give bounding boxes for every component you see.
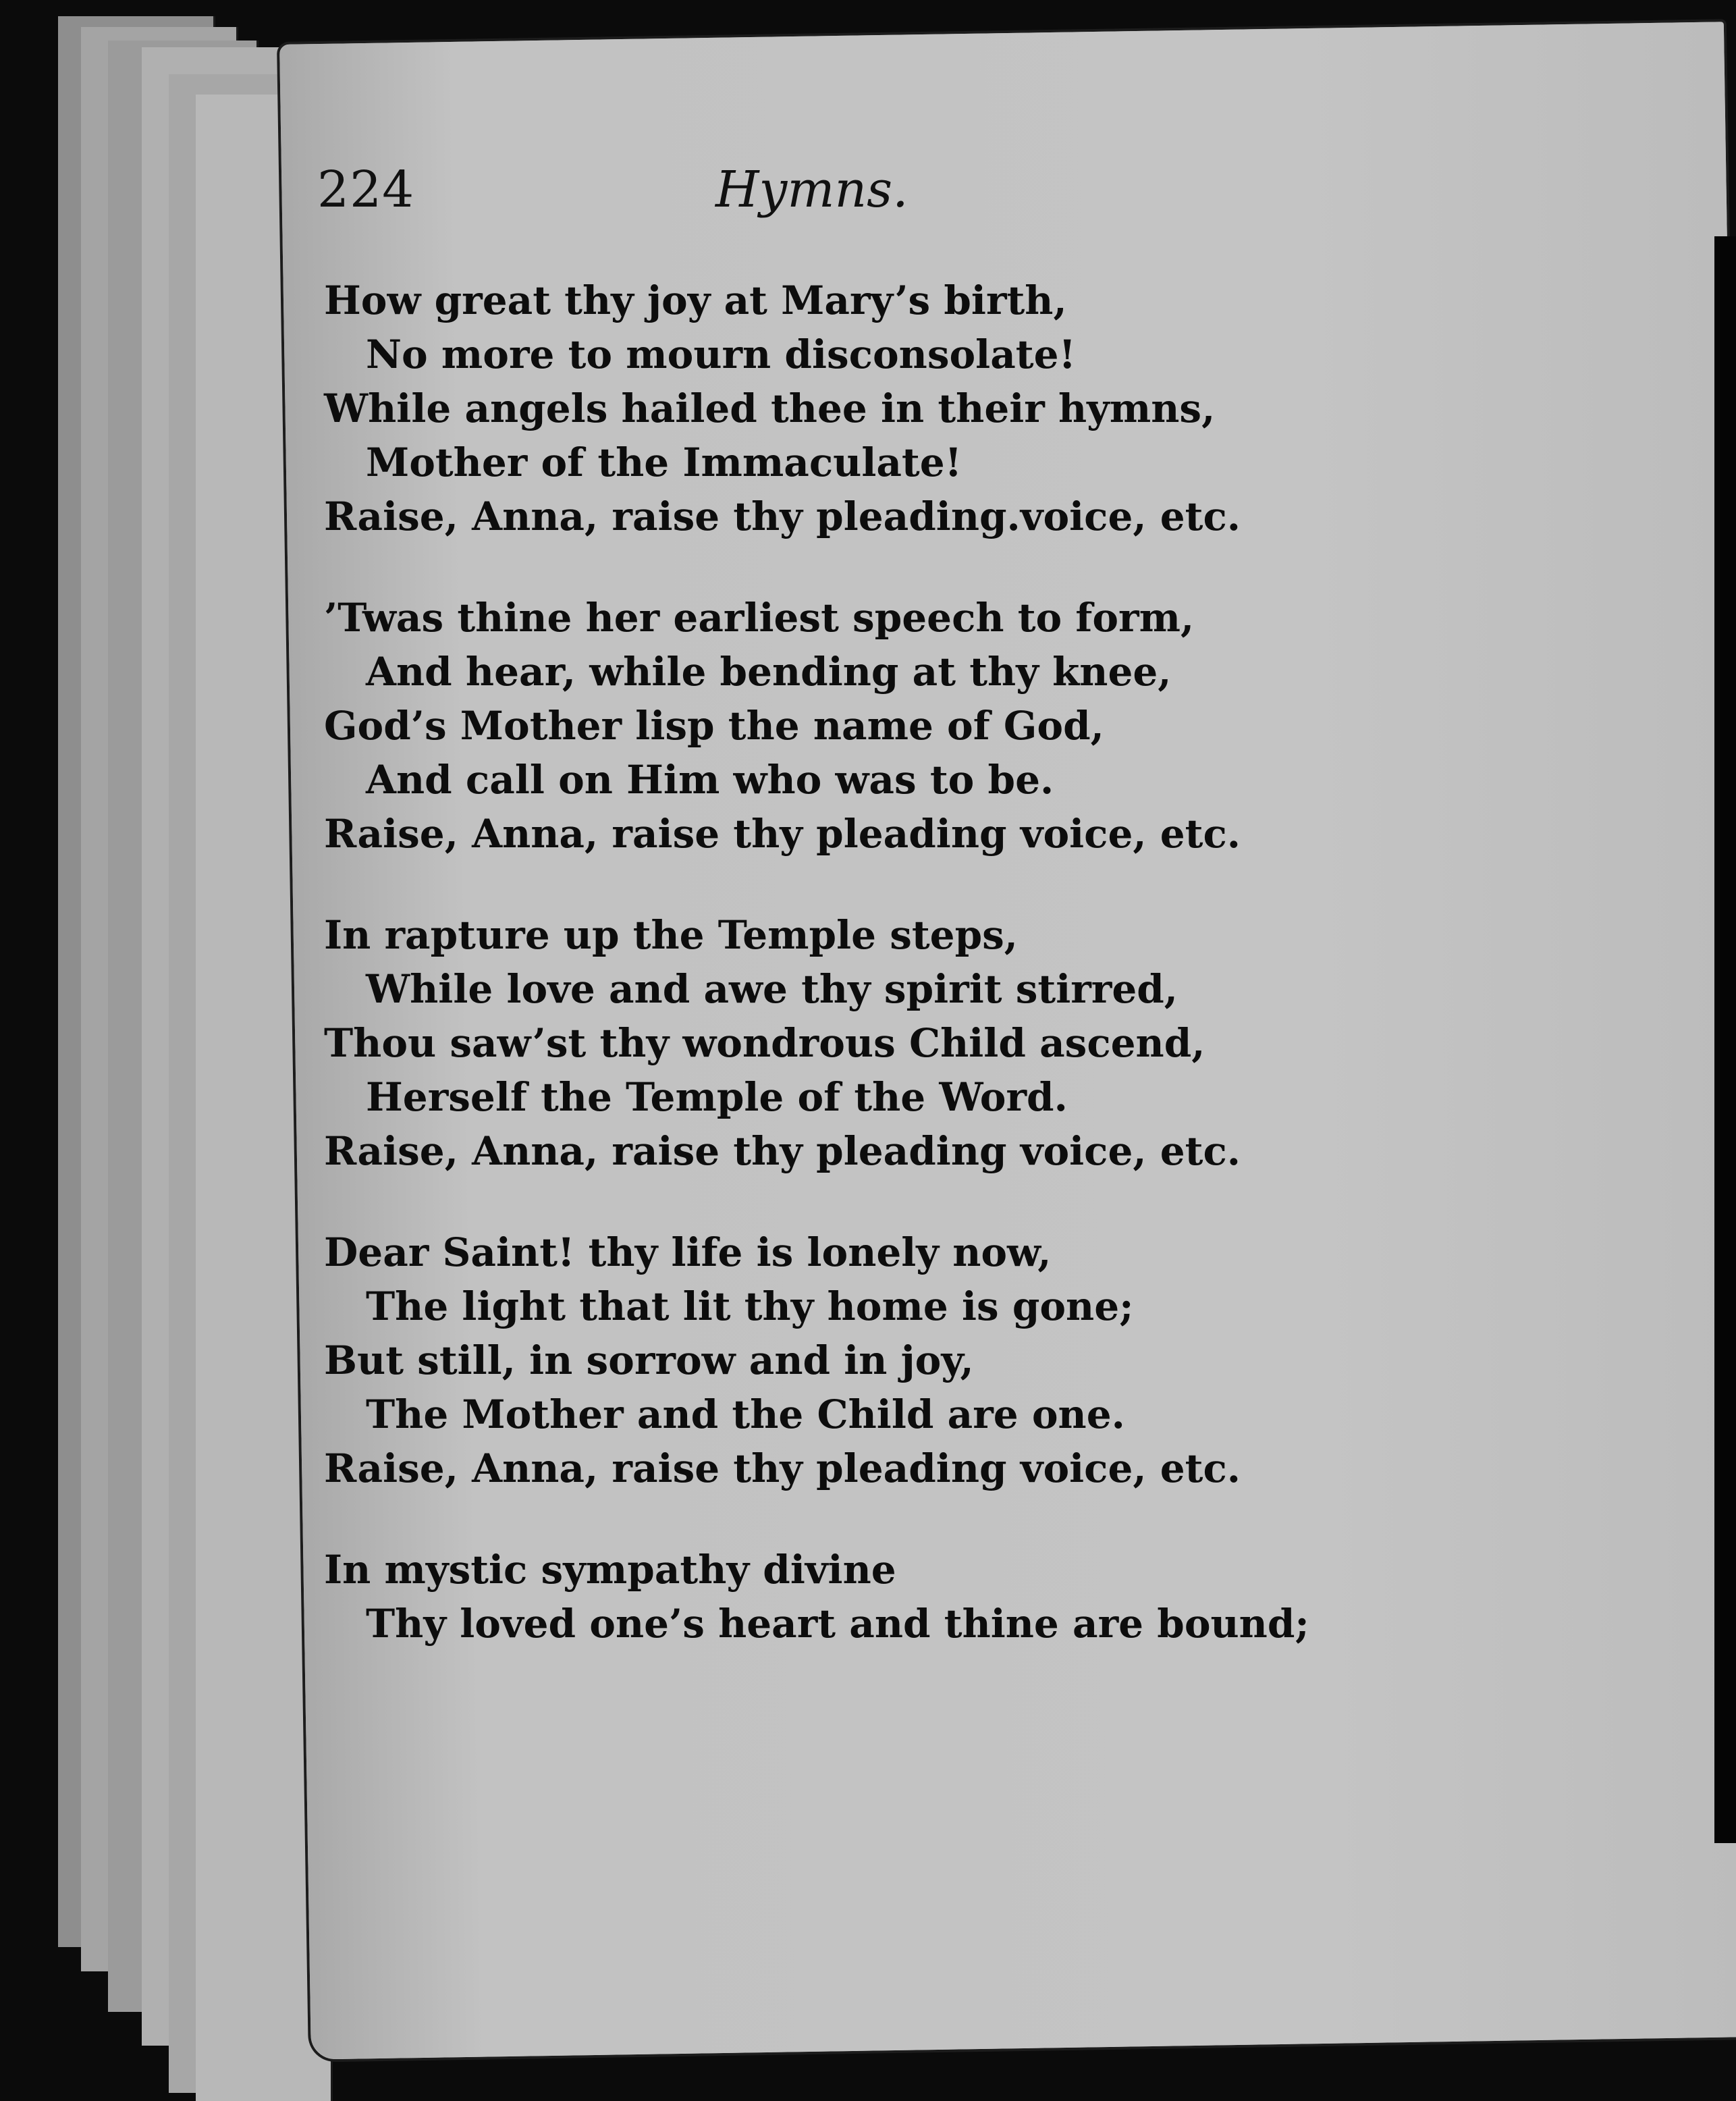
verse-line: Raise, Anna, raise thy pleading.voice, etc.: [324, 494, 1241, 539]
verse-line: Thou saw’st thy wondrous Child ascend,: [324, 1020, 1205, 1066]
verse-line: Mother of the Immaculate!: [366, 440, 962, 485]
verse-line: Herself the Temple of the Word.: [366, 1074, 1068, 1120]
verse-line: No more to mourn disconsolate!: [366, 331, 1076, 377]
verse-line: God’s Mother lisp the name of God,: [324, 703, 1104, 749]
stanza: [324, 908, 1431, 1178]
stanza: [324, 1543, 1431, 1651]
verse-line: While love and awe thy spirit stirred,: [366, 966, 1178, 1012]
page-number: 224: [317, 161, 415, 219]
verse-line: But still, in sorrow and in joy,: [324, 1337, 974, 1383]
stanza: [324, 273, 1431, 543]
verse-line: Raise, Anna, raise thy pleading voice, etc.: [324, 1128, 1241, 1174]
verse-line: Dear Saint! thy life is lonely now,: [324, 1229, 1052, 1275]
verse-line: In mystic sympathy divine: [324, 1547, 896, 1593]
stanza: [324, 1225, 1431, 1495]
verse-line: The Mother and the Child are one.: [366, 1391, 1125, 1437]
verse-line: Raise, Anna, raise thy pleading voice, etc.: [324, 1445, 1241, 1491]
stanza: [324, 591, 1431, 861]
verse-line: While angels hailed thee in their hymns,: [324, 385, 1216, 431]
running-title: Hymns.: [715, 161, 908, 219]
verse-line: ’Twas thine her earliest speech to form,: [324, 595, 1195, 641]
verse-line: Raise, Anna, raise thy pleading voice, etc.: [324, 811, 1241, 857]
verse-line: The light that lit thy home is gone;: [366, 1283, 1134, 1329]
verse-line: And hear, while bending at thy knee,: [366, 649, 1172, 695]
verse-line: How great thy joy at Mary’s birth,: [324, 277, 1067, 323]
scan-border: [1714, 236, 1736, 1843]
running-head: [317, 161, 1195, 255]
verse-line: In rapture up the Temple steps,: [324, 912, 1018, 958]
verse-line: Thy loved one’s heart and thine are bound;: [366, 1601, 1309, 1647]
verse-line: And call on Him who was to be.: [366, 757, 1054, 803]
hymn-text: [324, 273, 1431, 1698]
